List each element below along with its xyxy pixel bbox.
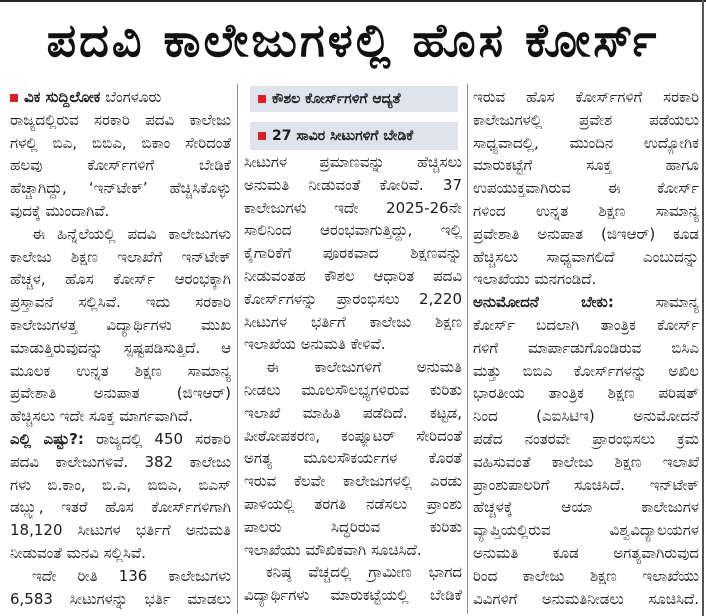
article-paragraph [473,291,699,610]
body-line: ಮೂಲಕ ಉನ್ನತ ಶಿಕ್ಷಣ ಸಾಮಾನ್ಯ [10,361,231,380]
body-line: ಪಡೆದ ನಂತರವೇ ಪ್ರಾರಂಭಿಸಲು ಕ್ರಮ [473,429,699,448]
dateline [10,86,231,109]
subhead-line [10,428,231,451]
body-line: ಇದೇ ರೀತಿ 136 ಕಾಲೇಜುಗಳು [32,566,231,585]
body-line: ಅನುಮತಿ ನೀಡುವಂತೆ ಕೋರಿವೆ. 37 [244,175,462,194]
highlight-box [250,86,458,112]
body-line: ನಿಂದ (ಎಐಸಿಟಿಇ) ಅನುಮೋದನೆ [473,407,699,426]
red-square-bullet-icon [10,94,18,102]
highlight-text: 27 ಸಾವಿರ ಸೀಟುಗಳಿಗೆ ಬೇಡಿಕೆ [272,128,414,144]
body-line: ಇಲಾಖೆಯು ಮನಗಂಡಿದೆ. [473,270,597,289]
body-line: ಗಳು ಬಿ.ಕಾಂ, ಬಿ.ಎ, ಬಿಬಿಎ, ಬಿಎಸ್ [10,475,231,494]
body-line: ಅಗತ್ಯ ಮೂಲಸೌಕರ್ಯಗಳ ಕೊರತೆ [244,449,462,468]
body-line: ಉಪಯುಕ್ತವಾಗಿರುವ ಈ ಕೋರ್ಸ್ [473,179,699,198]
body-line: ಪಾಳಿಯಲ್ಲಿ ತರಗತಿ ನಡೆಸಲು ಪ್ರಾಂಶು [244,494,462,513]
article-paragraph [10,565,231,611]
body-line: ಗಳಿಂದ ಉನ್ನತ ಶಿಕ್ಷಣ ಸಾಮಾನ್ಯ [473,201,699,220]
article-paragraph [10,428,231,565]
body-line: ಡಬ್ಲ್ಯು, ಇತರೆ ಹೊಸ ಕೋರ್ಸ್‌ಗಳಿಗಾಗಿ [10,498,231,517]
body-line: ನೀಡಲು ಮೂಲಸೌಲಭ್ಯಗಳಿರುವ ಕುರಿತು [244,380,462,399]
headline: ಪದವಿ ಕಾಲೇಜುಗಳಲ್ಲಿ ಹೊಸ ಕೋರ್ಸ್ [46,13,660,67]
body-line: ಕಾಲೇಜು ಶಿಕ್ಷಣ ಇಲಾಖೆಗೆ ಇನ್‌ಟೇಕ್ [10,247,231,266]
body-line: ವಿದ್ಯಾರ್ಥಿಗಳು ಮಾರುಕಟ್ಟೆಯಲ್ಲಿ ಬೇಡಿಕೆ [244,586,462,605]
body-line: ಗಳಲ್ಲಿ ಬಿಎ, ಬಿಬಿಎ, ಬಿಕಾಂ ಸೇರಿದಂತೆ [10,133,231,152]
body-line: ಕಾಲೇಜುಗಳು ಇದೇ 2025-26ನೇ [244,198,462,217]
body-line: ಗಳಿಗೆ ಮಾರ್ಪಾಡುಗೊಂಡಿರುವ ಬಿಸಿಎ [473,338,699,357]
body-line: ಮಾರುಕಟ್ಟೆಗೆ ಸೂಕ್ತ ಹಾಗೂ [473,156,699,175]
dateline-source: ವಿಕ ಸುದ್ದಿಲೋಕ [24,88,101,106]
right-border-rule [702,0,704,616]
body-line: ಇಲಾಖೆಯು ಮೌಖಿಕವಾಗಿ ಸೂಚಿಸಿದೆ. [244,540,422,559]
body-line: ಸೀಟುಗಳ ಪ್ರಮಾಣವನ್ನು ಹೆಚ್ಚಿಸಲು [244,153,462,171]
article-paragraph [244,561,462,607]
body-line: ಪದವಿ ಕಾಲೇಜುಗಳಿವೆ. 382 ಕಾಲೇಜು [10,452,231,471]
column-divider [237,84,238,614]
body-line: ಇರುವ ಕೆಲವೇ ಕಾಲೇಜುಗಳಲ್ಲಿ ಎರಡು [244,472,462,491]
red-square-bullet-icon [258,95,266,103]
body-line: ಸಾಲಿನಿಂದ ಆರಂಭವಾಗುತ್ತಿದ್ದು, ಇಲ್ಲಿ [244,221,462,240]
body-line: ನೀಡುವಂತಹ ಕೌಶಲ ಆಧಾರಿತ ಪದವಿ [244,266,462,285]
dateline-place: ಬೆಂಗಳೂರು [105,88,162,106]
column-divider [467,84,468,614]
article-paragraph [473,86,699,291]
body-line: ಕೈಗಾರಿಕೆಗೆ ಪೂರಕವಾದ ಶಿಕ್ಷಣವನ್ನು [244,244,462,263]
body-line: ಕಾಲೇಜುಗಳಲ್ಲಿ ಪ್ರವೇಶ ಪಡೆಯಲು [473,110,699,129]
article-column-1 [10,86,231,610]
subhead-line [473,291,699,314]
body-line: ಮತ್ತು ಬಿಬಿಎ ಕೋರ್ಸ್‌ಗಳನ್ನು ಅಖಿಲ [473,361,699,380]
body-line: ಈ ಕಾಲೇಜುಗಳಿಗೆ ಅನುಮತಿ [266,358,462,377]
body-line: ಪ್ರಾಂಶುಪಾಲರಿಗೆ ಸೂಚಿಸಿದೆ. ಇನ್‌ಟೇಕ್ [473,475,699,494]
red-square-bullet-icon [258,132,266,140]
body-line: ಕನಿಷ್ಠ ವೆಚ್ಚದಲ್ಲಿ ಗ್ರಾಮೀಣ ಭಾಗದ [266,563,462,582]
body-line: ಸೀಟುಗಳ ಭರ್ತಿಗೆ ಕಾಲೇಜು ಶಿಕ್ಷಣ [244,312,462,331]
body-line: 6,583 ಸೀಟುಗಳನ್ನು ಭರ್ತಿ ಮಾಡಲು [10,589,231,608]
body-line: ಸಾಧ್ಯವಾದಲ್ಲಿ, ಮುಂದಿನ ಉದ್ಯೋಗಿಕ [473,133,699,152]
body-line: ವ್ಯಾಪ್ತಿಯಲ್ಲಿರುವ ವಿಶ್ವವಿದ್ಯಾಲಯಗಳ [473,521,699,540]
article-column-2 [244,86,462,607]
body-line: ಪ್ರವೇಶಾತಿ ಅನುಪಾತ (ಜಿಇಆರ್) ಕೂಡ [473,224,699,243]
body-line: ಈ ಹಿನ್ನೆಲೆಯಲ್ಲಿ ಪದವಿ ಕಾಲೇಜುಗಳು [32,224,231,243]
highlight-box [250,122,458,150]
body-line: ವಹಿಸುವಂತೆ ಕಾಲೇಜು ಶಿಕ್ಷಣ ಇಲಾಖೆ [473,452,699,471]
article-paragraph [10,223,231,428]
body-line: ಇಲಾಖೆ ಮಾಹಿತಿ ಪಡೆದಿದೆ. ಕಟ್ಟಡ, [244,403,462,422]
body-line: ಮಾಡುತ್ತಿರುವುದನ್ನು ಸ್ಪಷ್ಟಪಡಿಸುತ್ತಿದೆ. ಆ [10,338,231,357]
article-column-3 [473,86,699,610]
body-line: ಪೀಠೋಪಕರಣ, ಕಂಪ್ಯೂಟರ್ ಸೇರಿದಂತೆ [244,426,462,445]
body-line: ರಾಜ್ಯದಲ್ಲಿರುವ ಸರಕಾರಿ ಪದವಿ ಕಾಲೇಜು [10,110,231,129]
body-line: ಪ್ರವೇಶಾತಿ ಅನುಪಾತ (ಜಿಇಆರ್) [10,384,231,403]
body-text: ಸಾಮಾನ್ಯ [655,293,699,312]
article-paragraph [10,86,231,223]
body-line: ಕೋರ್ಸ್‌ಗಳನ್ನು ಪ್ರಾರಂಭಿಸಲು 2,220 [244,289,462,308]
top-border-rule [0,0,706,2]
body-line: ಹೆಚ್ಚಿಸಲು ಸಾಧ್ಯವಾಗಲಿದೆ ಎಂಬುದನ್ನು [473,247,699,266]
body-line: ಪ್ರಸ್ತಾವನೆ ಸಲ್ಲಿಸಿವೆ. ಇದು ಸರಕಾರಿ [10,293,231,312]
body-line: ನೀಡುವಂತೆ ಮನವಿ ಸಲ್ಲಿಸಿವೆ. [10,543,146,562]
body-line: ವಿವಿಗಳಿಗೆ ಅನುಮತಿನೀಡಲು ಸೂಚಿಸಿದೆ. [473,589,699,608]
body-text: ರಾಜ್ಯದಲ್ಲಿ 450 ಸರಕಾರಿ [95,429,231,448]
body-line: ಭಾರತೀಯ ತಾಂತ್ರಿಕ ಶಿಕ್ಷಣ ಪರಿಷತ್ [473,384,699,403]
body-line: ಹೆಚ್ಚಳಕ್ಕೆ ಆಯಾ ಕಾಲೇಜುಗಳ [473,498,699,517]
body-line: ರಿಂದ ಕಾಲೇಜು ಶಿಕ್ಷಣ ಇಲಾಖೆಯು [473,566,699,585]
subhead-lead: ಅನುಮೋದನೆ ಬೇಕು: [473,293,614,312]
article-paragraph [244,356,462,561]
highlight-text: ಕೌಶಲ ಕೋರ್ಸ್‌ಗಳಿಗೆ ಆದ್ಯತೆ [272,91,401,107]
body-line: ವುದಕ್ಕೆ ಮುಂದಾಗಿವೆ. [10,201,110,220]
body-line: 18,120 ಸೀಟುಗಳ ಭರ್ತಿಗೆ ಅನುಮತಿ [10,521,231,540]
subhead-lead: ಎಲ್ಲಿ ಎಷ್ಟು?: [10,429,84,448]
body-line: ಹೆಚ್ಚಾಗಿದ್ದು, ‘ಇನ್‌ಟೇಕ್’ ಹೆಚ್ಚಿಸಿಕೊಳ್ಳು [10,179,231,198]
article-paragraph [244,151,462,356]
body-line: ಹಲವು ಕೋರ್ಸ್‌ಗಳಿಗೆ ಬೇಡಿಕೆ [10,156,231,175]
body-line: ಪಾಲರು ಸಿದ್ಧರಿರುವ ಕುರಿತು [244,517,462,536]
body-line: ಹೆಚ್ಚಿಸಲು ಇದೇ ಸೂಕ್ತ ಮಾರ್ಗವಾಗಿದೆ. [10,407,193,426]
body-line: ಕಾಲೇಜುಗಳತ್ತ ವಿದ್ಯಾರ್ಥಿಗಳು ಮುಖ [10,315,231,334]
body-line: ಅನುಮತಿ ಕೂಡ ಅಗತ್ಯವಾಗಿರುವುದ [473,543,699,562]
body-line: ಇಲಾಖೆಯ ಅನುಮತಿ ಕೇಳಿವೆ. [244,335,386,354]
body-line: ಇರುವ ಹೊಸ ಕೋರ್ಸ್‌ಗಳಿಗೆ ಸರಕಾರಿ [473,88,699,106]
body-line: ಕೋರ್ಸ್ ಬದಲಾಗಿ ತಾಂತ್ರಿಕ ಕೋರ್ಸ್ [473,315,699,334]
body-line: ಹೆಚ್ಚಳ, ಹೊಸ ಕೋರ್ಸ್ ಆರಂಭಕ್ಕಾಗಿ [10,270,231,289]
